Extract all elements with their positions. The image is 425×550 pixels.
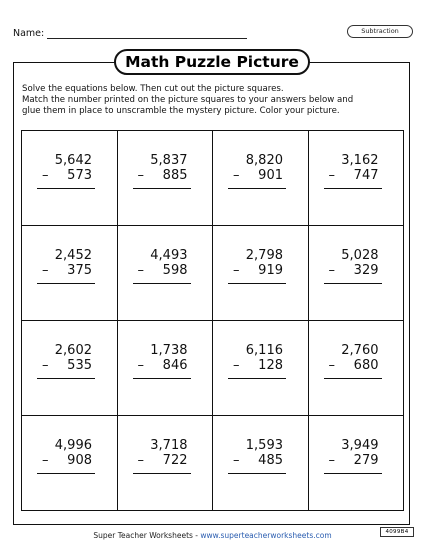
subtrahend-row	[327, 263, 379, 278]
subtraction-problem	[327, 438, 379, 474]
minuend: 4,996	[54, 438, 92, 453]
subtrahend-row	[136, 168, 188, 183]
answer-line[interactable]	[228, 378, 286, 379]
subtrahend-row	[136, 358, 188, 373]
subtrahend-row	[231, 263, 283, 278]
problem-cell	[118, 321, 214, 416]
minuend: 2,602	[54, 343, 92, 358]
subtraction-problem	[136, 343, 188, 379]
subtraction-problem	[40, 248, 92, 284]
minus-sign: –	[328, 168, 335, 183]
subtrahend-row	[327, 453, 379, 468]
subtrahend: 919	[258, 263, 283, 278]
name-label: Name:	[13, 28, 45, 39]
subtrahend: 722	[162, 453, 188, 468]
subtrahend-row	[231, 168, 283, 183]
answer-line[interactable]	[37, 473, 95, 474]
subtraction-problem	[231, 343, 283, 379]
instruction-line: glue them in place to unscramble the mystery picture. Color your picture.	[22, 106, 340, 116]
page-title: Math Puzzle Picture	[114, 49, 310, 75]
subtrahend-row	[40, 358, 92, 373]
footer	[0, 531, 425, 540]
subtraction-problem	[136, 153, 188, 189]
subtrahend: 885	[162, 168, 188, 183]
minus-sign: –	[42, 358, 49, 373]
problem-cell	[213, 416, 309, 511]
minus-sign: –	[328, 263, 335, 278]
subtrahend-row	[231, 358, 283, 373]
subtrahend: 680	[353, 358, 379, 373]
problem-cell	[118, 131, 214, 226]
topic-badge: Subtraction	[347, 25, 413, 38]
subtrahend-row	[231, 453, 283, 468]
minus-sign: –	[233, 453, 240, 468]
subtraction-problem	[327, 248, 379, 284]
minus-sign: –	[137, 263, 144, 278]
problem-cell	[309, 321, 405, 416]
answer-line[interactable]	[228, 283, 286, 284]
minuend: 2,760	[341, 343, 379, 358]
answer-line[interactable]	[228, 473, 286, 474]
minuend: 5,642	[54, 153, 92, 168]
subtrahend-row	[136, 453, 188, 468]
subtrahend: 747	[353, 168, 379, 183]
minuend: 5,028	[341, 248, 379, 263]
minuend: 3,162	[341, 153, 379, 168]
problem-cell	[22, 416, 118, 511]
worksheet-code: 4099B4	[380, 527, 414, 537]
subtrahend: 485	[258, 453, 283, 468]
answer-line[interactable]	[324, 473, 382, 474]
subtrahend: 908	[67, 453, 92, 468]
subtrahend-row	[136, 263, 188, 278]
subtrahend-row	[40, 453, 92, 468]
footer-url[interactable]: www.superteacherworksheets.com	[200, 531, 332, 540]
minus-sign: –	[233, 168, 240, 183]
minus-sign: –	[42, 263, 49, 278]
problem-cell	[309, 131, 405, 226]
minus-sign: –	[328, 358, 335, 373]
minuend: 6,116	[245, 343, 283, 358]
problem-cell	[22, 226, 118, 321]
minus-sign: –	[137, 453, 144, 468]
minus-sign: –	[233, 263, 240, 278]
subtraction-problem	[136, 248, 188, 284]
answer-line[interactable]	[37, 188, 95, 189]
name-line[interactable]	[47, 38, 247, 39]
answer-line[interactable]	[324, 188, 382, 189]
answer-line[interactable]	[324, 283, 382, 284]
subtrahend: 329	[353, 263, 379, 278]
subtrahend: 535	[67, 358, 92, 373]
subtrahend-row	[40, 263, 92, 278]
minuend: 4,493	[150, 248, 188, 263]
answer-line[interactable]	[133, 473, 191, 474]
subtraction-problem	[231, 248, 283, 284]
subtraction-problem	[327, 343, 379, 379]
answer-line[interactable]	[228, 188, 286, 189]
instruction-line: Solve the equations below. Then cut out the picture squares.	[22, 84, 284, 94]
instructions	[22, 84, 407, 117]
problem-cell	[309, 226, 405, 321]
minuend: 8,820	[245, 153, 283, 168]
answer-line[interactable]	[133, 378, 191, 379]
subtrahend: 279	[353, 453, 379, 468]
subtraction-problem	[231, 153, 283, 189]
problem-cell	[213, 226, 309, 321]
problem-cell	[309, 416, 405, 511]
subtraction-problem	[40, 343, 92, 379]
subtrahend: 598	[162, 263, 188, 278]
subtrahend-row	[327, 168, 379, 183]
footer-separator: -	[192, 531, 201, 540]
minus-sign: –	[42, 453, 49, 468]
minuend: 1,593	[245, 438, 283, 453]
subtrahend: 128	[258, 358, 283, 373]
minuend: 2,452	[54, 248, 92, 263]
minus-sign: –	[137, 358, 144, 373]
subtraction-problem	[136, 438, 188, 474]
subtraction-problem	[40, 153, 92, 189]
answer-line[interactable]	[37, 378, 95, 379]
minus-sign: –	[137, 168, 144, 183]
answer-line[interactable]	[133, 188, 191, 189]
instruction-line: Match the number printed on the picture squares to your answers below and	[22, 95, 354, 105]
problem-grid	[21, 130, 404, 511]
problem-cell	[213, 321, 309, 416]
minuend: 3,718	[150, 438, 188, 453]
problem-cell	[213, 131, 309, 226]
answer-line[interactable]	[37, 283, 95, 284]
answer-line[interactable]	[324, 378, 382, 379]
minuend: 5,837	[150, 153, 188, 168]
subtraction-problem	[327, 153, 379, 189]
subtrahend-row	[327, 358, 379, 373]
minuend: 2,798	[245, 248, 283, 263]
footer-brand: Super Teacher Worksheets	[93, 531, 193, 540]
minuend: 1,738	[150, 343, 188, 358]
subtraction-problem	[231, 438, 283, 474]
problem-cell	[22, 321, 118, 416]
minus-sign: –	[328, 453, 335, 468]
problem-cell	[22, 131, 118, 226]
problem-cell	[118, 416, 214, 511]
subtrahend: 573	[67, 168, 92, 183]
minuend: 3,949	[341, 438, 379, 453]
minus-sign: –	[42, 168, 49, 183]
subtrahend: 901	[258, 168, 283, 183]
problem-cell	[118, 226, 214, 321]
answer-line[interactable]	[133, 283, 191, 284]
subtrahend: 375	[67, 263, 92, 278]
subtrahend: 846	[162, 358, 188, 373]
subtraction-problem	[40, 438, 92, 474]
subtrahend-row	[40, 168, 92, 183]
minus-sign: –	[233, 358, 240, 373]
